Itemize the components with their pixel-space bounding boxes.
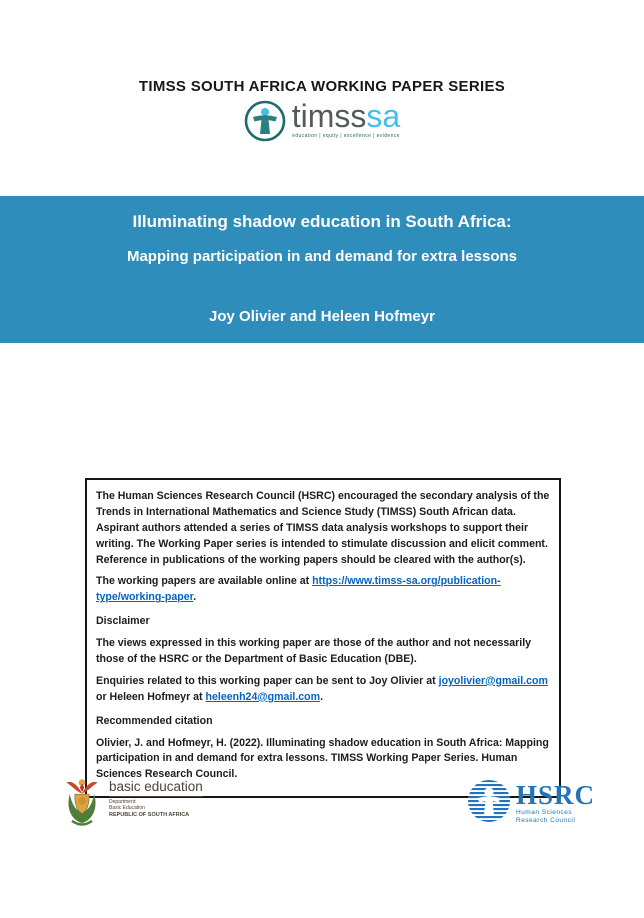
enquiries-prefix: Enquiries related to this working paper can be sent to Joy Olivier at bbox=[96, 674, 439, 687]
hsrc-striped-globe-icon bbox=[467, 779, 511, 828]
email-link-joyolivier[interactable]: joyolivier@gmail.com bbox=[438, 674, 548, 687]
disclaimer-text: The views expressed in this working paper are those of the author and not necessarily those of the HSRC or the Department of Basic Education (DBE). bbox=[96, 637, 535, 666]
paper-title: Illuminating shadow education in South Africa: bbox=[132, 212, 512, 231]
paper-authors: Joy Olivier and Heleen Hofmeyr bbox=[209, 308, 435, 325]
hsrc-name: Human Sciences Research Council bbox=[516, 808, 576, 824]
enquiries-suffix: . bbox=[320, 690, 324, 703]
dbe-wordmark: basic education bbox=[109, 780, 203, 797]
title-banner bbox=[0, 196, 644, 343]
availability-prefix: The working papers are available online at bbox=[96, 575, 313, 588]
hsrc-acronym: HSRC bbox=[516, 779, 596, 810]
disclaimer-heading: Disclaimer bbox=[96, 615, 150, 628]
email-link-heleenh24[interactable]: heleenh24@gmail.com bbox=[205, 690, 321, 703]
dbe-dept-line3: REPUBLIC OF SOUTH AFRICA bbox=[109, 812, 190, 818]
info-box bbox=[85, 478, 561, 798]
timsssa-person-circle-icon bbox=[244, 100, 286, 142]
availability-paragraph bbox=[96, 574, 550, 606]
hsrc-logo-text bbox=[516, 779, 596, 825]
sa-coat-of-arms-icon bbox=[62, 776, 102, 833]
dbe-dept-line2: Basic Education bbox=[109, 805, 145, 811]
paper-subtitle: Mapping participation in and demand for extra lessons bbox=[126, 248, 518, 265]
enquiries-middle: or Heleen Hofmeyr at bbox=[96, 674, 551, 703]
series-title: TIMSS SOUTH AFRICA WORKING PAPER SERIES bbox=[138, 78, 506, 95]
timsssa-logo bbox=[0, 100, 644, 142]
citation-heading: Recommended citation bbox=[96, 714, 213, 727]
hsrc-logo bbox=[467, 779, 595, 828]
timsssa-wordmark-text: timsssa bbox=[291, 98, 401, 134]
dbe-dept-line1: Department: bbox=[109, 799, 137, 805]
dbe-logo bbox=[62, 776, 203, 833]
series-description: The Human Sciences Research Council (HSRC) encouraged the secondary analysis of the Trends in International Mathematics and Science Study (TIMSS) South African data. Aspirant authors attended a series of TIMSS data analysis workshops to support their writing. The Working Paper series is intended to stimulate discussion and elicit comment. Reference in publications of the working papers should be cleared with the author(s). bbox=[96, 490, 554, 566]
enquiries-paragraph bbox=[96, 674, 550, 706]
availability-suffix: . bbox=[193, 591, 197, 604]
timsssa-tagline: education | equity | excellence | evidence bbox=[292, 133, 400, 139]
working-paper-url-link[interactable]: https://www.timss-sa.org/publication-type/working-paper bbox=[96, 575, 501, 604]
dbe-logo-text bbox=[109, 776, 203, 819]
citation-text: Olivier, J. and Hofmeyr, H. (2022). Illuminating shadow education in South Africa: Mapping participation in and demand for extra lessons. TIMSS Working Paper Series. Human Sciences Research Council. bbox=[96, 736, 552, 781]
timsssa-wordmark bbox=[292, 100, 400, 139]
